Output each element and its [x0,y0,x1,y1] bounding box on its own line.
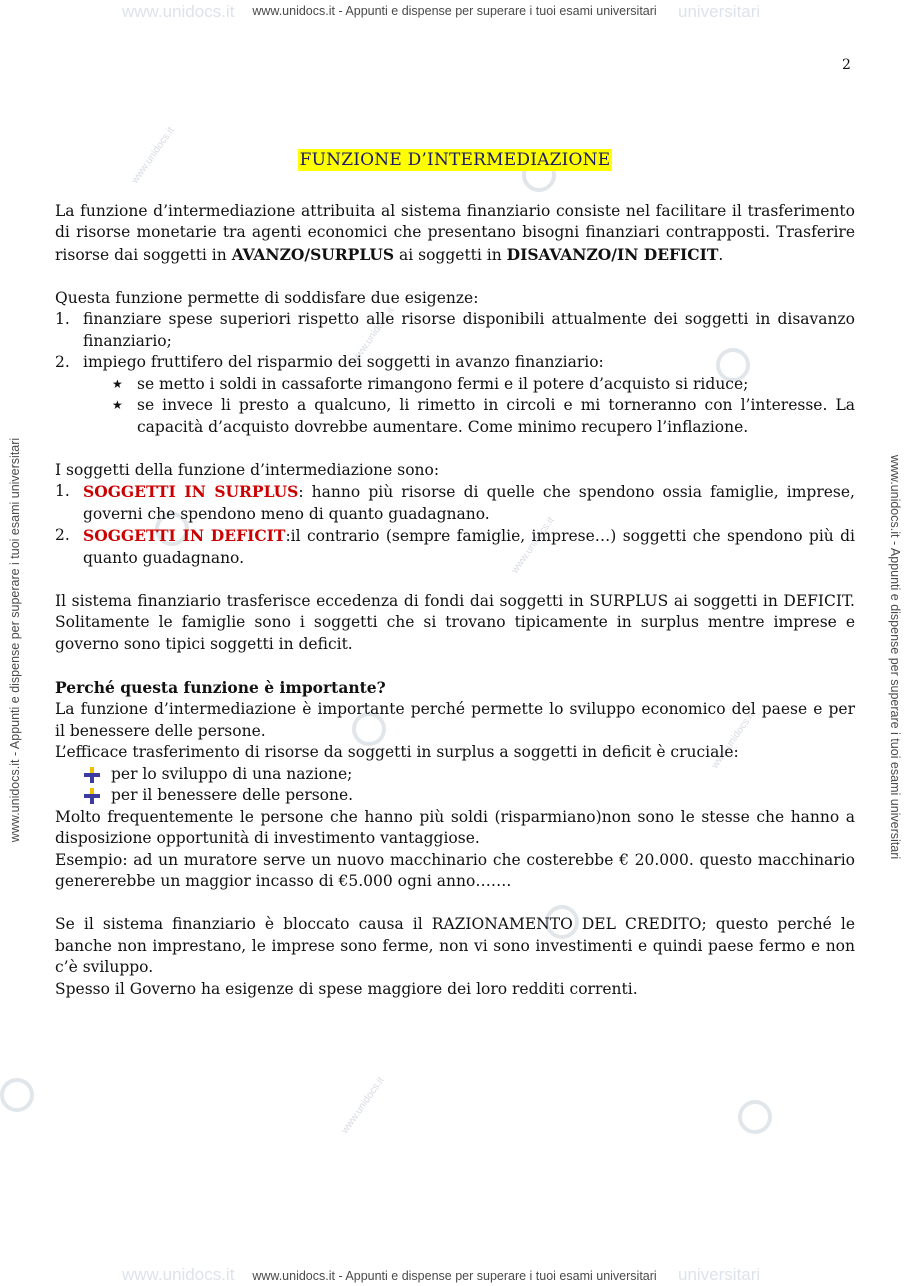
star-icon: ★ [112,398,123,412]
list-item: 2. SOGGETTI IN DEFICIT:il contrario (sempre famiglie, imprese…) soggetti che spendono più di quanto guadagnano. [55,526,856,567]
government-paragraph: Spesso il Governo ha esigenze di spese maggiore dei loro redditi correnti. [55,979,638,998]
header-watermark: www.unidocs.it - Appunti e dispense per superare i tuoi esami universitari [252,4,657,18]
sub-list-item: ★ se metto i soldi in cassaforte rimangono fermi e il potere d’acquisto si riduce; [55,374,855,396]
diagonal-watermark: www.unidocs.it [509,515,557,576]
document-body [55,150,855,1000]
faint-watermark-top-left: www.unidocs.it [122,2,235,21]
sub-list-item: ★ se invece li presto a qualcuno, li rimetto in circoli e mi torneranno con l’interesse. La capacità d’acquisto dovrebbe aumentare. Come minimo recupero l’inflazione. [55,395,855,438]
faint-watermark-bottom-right: universitari [678,1265,761,1284]
subjects-lead: I soggetti della funzione d’intermediazione sono: [55,460,440,479]
diagonal-watermark: www.unidocs.it [709,710,757,771]
frequency-paragraph: Molto frequentemente le persone che hanno più soldi (risparmiano)non sono le stesse che hanno a disposizione opportunità di investimento vantaggiose. [55,807,855,847]
faint-watermark-bottom-left: www.unidocs.it [122,1265,235,1284]
faint-watermark-top-right: universitari [678,2,761,21]
bullet-item: per il benessere delle persone. [55,785,855,807]
page-title: FUNZIONE D’INTERMEDIAZIONE [299,150,611,170]
deficit-term: DISAVANZO/IN DEFICIT [506,244,719,264]
list-item: 1. SOGGETTI IN SURPLUS: hanno più risorse di quelle che spendono ossia famiglie, imprese, governi che spendono meno di quanto guadagnano. [55,482,855,523]
intro-paragraph: La funzione d’intermediazione attribuita al sistema finanziario consiste nel facilitare il trasferimento di risorse monetarie tra agenti economici che presentano bisogni finanziari contrapposti. Trasferire risorse dai soggetti in AVANZO/SURPLUS ai soggetti in DISAVANZO/IN DEFICIT. [55,201,855,264]
list-item: 2. impiego fruttifero del risparmio dei soggetti in avanzo finanziario: [55,353,604,371]
footer-watermark: www.unidocs.it - Appunti e dispense per superare i tuoi esami universitari [252,1269,657,1283]
right-side-watermark: www.unidocs.it - Appunti e dispense per superare i tuoi esami universitari [888,454,902,860]
star-icon: ★ [112,376,123,391]
example-paragraph: Esempio: ad un muratore serve un nuovo macchinario che costerebbe € 20.000. questo macchinario genererebbe un maggior incasso di €5.000 ogni anno……. [55,850,855,890]
plus-bullet-icon [84,767,100,783]
diagonal-watermark: www.unidocs.it [129,125,177,186]
surplus-term: AVANZO/SURPLUS [231,244,395,264]
unidocs-logo-watermark [738,1100,772,1134]
importance-heading: Perché questa funzione è importante? [55,677,386,697]
page-number: 2 [842,57,851,73]
title-block [55,150,855,172]
credit-paragraph: Se il sistema finanziario è bloccato causa il RAZIONAMENTO DEL CREDITO; questo perché le banche non imprestano, le imprese sono ferme, non vi sono investimenti e quindi paese fermo e non c’è sviluppo. [55,915,855,976]
list-item: 1. finanziare spese superiori rispetto alle risorse disponibili attualmente dei soggetti in disavanzo finanziario; [55,310,855,350]
system-paragraph: Il sistema finanziario trasferisce eccedenza di fondi dai soggetti in SURPLUS ai soggetti in DEFICIT. Solitamente le famiglie sono i soggetti che si trovano tipicamente in surplus mentre imprese e governo sono tipici soggetti in deficit. [55,591,855,653]
importance-paragraph: La funzione d’intermediazione è importante perché permette lo sviluppo economico del paese e per il benessere delle persone. [55,700,855,740]
plus-bullet-icon [84,788,100,804]
left-side-watermark: www.unidocs.it - Appunti e dispense per superare i tuoi esami universitari [8,437,22,843]
importance-transfer: L’efficace trasferimento di risorse da soggetti in surplus a soggetti in deficit è cruciale: [55,743,739,761]
bullet-item: per lo sviluppo di una nazione; [55,764,855,786]
unidocs-logo-watermark [0,1078,34,1112]
deficit-label: SOGGETTI IN DEFICIT [83,526,286,545]
surplus-label: SOGGETTI IN SURPLUS [83,482,299,501]
diagonal-watermark: www.unidocs.it [339,1075,387,1136]
diagonal-watermark: www.unidocs.it [349,305,397,366]
needs-lead: Questa funzione permette di soddisfare due esigenze: [55,288,479,307]
